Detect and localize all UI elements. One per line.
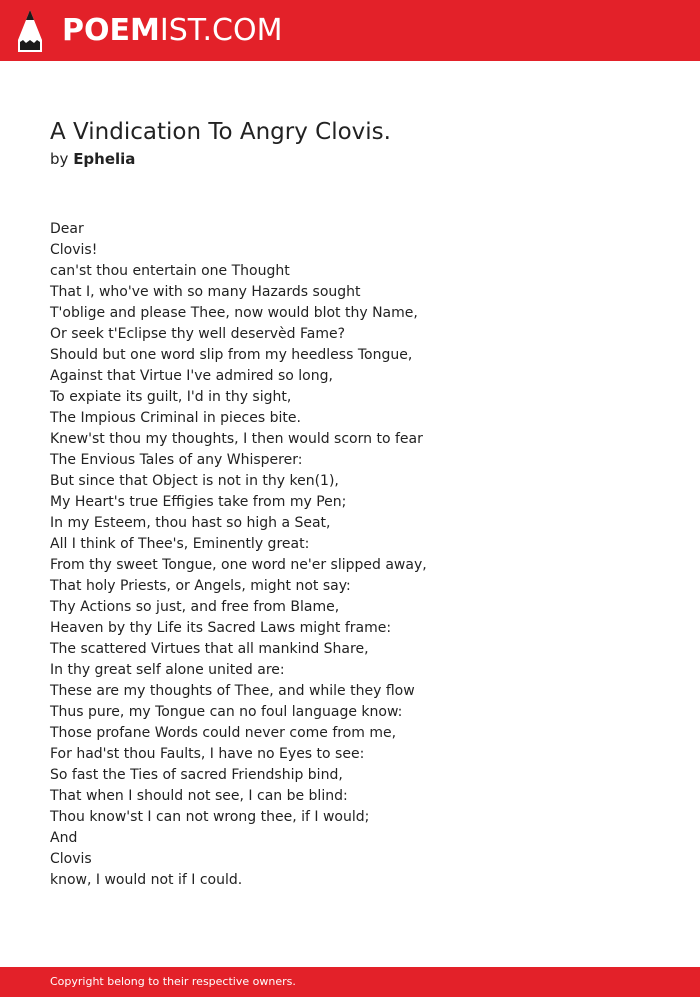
poem-line: Clovis <box>50 851 92 867</box>
poem-line: Knew'st thou my thoughts, I then would scorn to fear <box>50 431 423 447</box>
poem-byline <box>50 148 135 170</box>
poem-line: Should but one word slip from my heedless Tongue, <box>50 347 413 363</box>
poem-line: And <box>50 830 78 846</box>
poem-line: Those profane Words could never come from me, <box>50 725 397 741</box>
poem-line: From thy sweet Tongue, one word ne'er slipped away, <box>50 557 427 573</box>
poem-title: A Vindication To Angry Clovis. <box>50 119 391 145</box>
site-logo-text <box>62 9 282 53</box>
poem-line: The Impious Criminal in pieces bite. <box>50 410 301 426</box>
poem-line: Thou know'st I can not wrong thee, if I would; <box>50 809 370 825</box>
poem-line: But since that Object is not in thy ken(1), <box>50 473 339 489</box>
copyright-notice: Copyright belong to their respective owners. <box>50 975 296 988</box>
poem-line: For had'st thou Faults, I have no Eyes to see: <box>50 746 365 762</box>
logo-light-part: IST.COM <box>159 13 283 48</box>
poem-line: The Envious Tales of any Whisperer: <box>50 452 303 468</box>
poem-body <box>50 219 427 891</box>
poem-line: These are my thoughts of Thee, and while they flow <box>50 683 415 699</box>
poem-line: All I think of Thee's, Eminently great: <box>50 536 310 552</box>
poem-line: So fast the Ties of sacred Friendship bind, <box>50 767 343 783</box>
site-logo-link[interactable] <box>18 9 282 53</box>
poem-line: Thy Actions so just, and free from Blame, <box>50 599 340 615</box>
pencil-tip-icon <box>18 10 42 52</box>
poem-line: That when I should not see, I can be blind: <box>50 788 348 804</box>
poem-line: Dear <box>50 221 84 237</box>
site-footer <box>0 967 700 997</box>
poem-line: Heaven by thy Life its Sacred Laws might frame: <box>50 620 392 636</box>
poem-line: T'oblige and please Thee, now would blot thy Name, <box>50 305 418 321</box>
byline-by-word: by <box>50 150 69 168</box>
poem-author: Ephelia <box>73 150 136 168</box>
site-header <box>0 0 700 61</box>
poem-line: Thus pure, my Tongue can no foul language know: <box>50 704 403 720</box>
poem-line: The scattered Virtues that all mankind Share, <box>50 641 369 657</box>
poem-line: In my Esteem, thou hast so high a Seat, <box>50 515 331 531</box>
poem-line: To expiate its guilt, I'd in thy sight, <box>50 389 292 405</box>
poem-line: My Heart's true Effigies take from my Pen; <box>50 494 347 510</box>
logo-bold-part: POEM <box>62 13 160 48</box>
poem-line: Against that Virtue I've admired so long, <box>50 368 333 384</box>
poem-line: know, I would not if I could. <box>50 872 243 888</box>
poem-line: Or seek t'Eclipse thy well deservèd Fame? <box>50 326 346 342</box>
poem-line: Clovis! <box>50 242 98 258</box>
poem-line: That holy Priests, or Angels, might not say: <box>50 578 351 594</box>
poem-line: That I, who've with so many Hazards sought <box>50 284 361 300</box>
poem-line: can'st thou entertain one Thought <box>50 263 290 279</box>
poem-line: In thy great self alone united are: <box>50 662 285 678</box>
